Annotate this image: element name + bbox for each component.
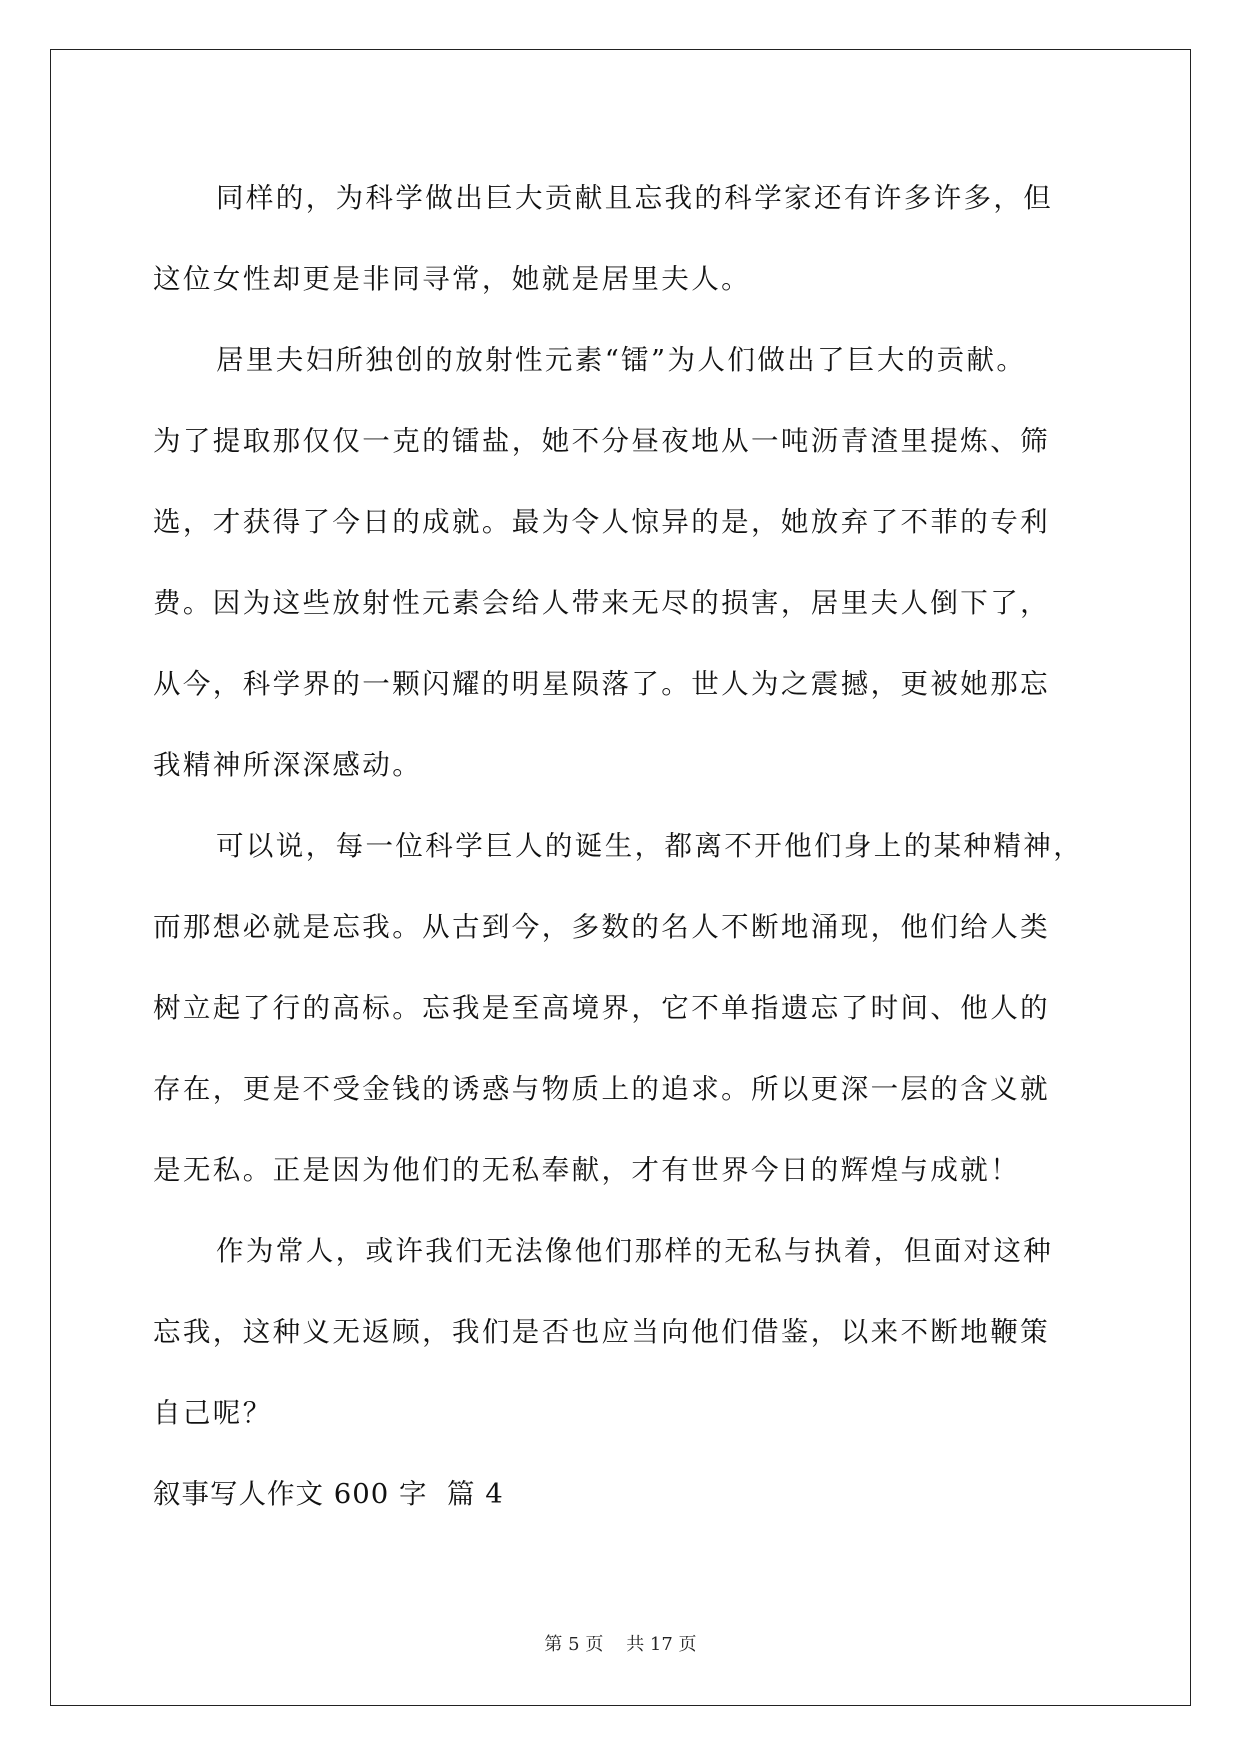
paragraph-line: 我精神所深深感动。 — [153, 749, 423, 781]
paragraph-line: 居里夫妇所独创的放射性元素“镭”为人们做出了巨大的贡献。 — [216, 344, 1027, 376]
paragraph-line: 可以说，每一位科学巨人的诞生，都离不开他们身上的某种精神， — [216, 830, 1084, 862]
paragraph-line: 从今，科学界的一颗闪耀的明星陨落了。世人为之震撼，更被她那忘 — [153, 668, 1050, 700]
paragraph-4 — [153, 1211, 1093, 1454]
paragraph-1 — [153, 158, 1093, 320]
paragraph-line: 而那想必就是忘我。从古到今，多数的名人不断地涌现，他们给人类 — [153, 911, 1050, 943]
page-number-footer: 第 5 页 共 17 页 — [544, 1634, 697, 1655]
paragraph-line: 树立起了行的高标。忘我是至高境界，它不单指遗忘了时间、他人的 — [153, 992, 1050, 1024]
paragraph-2 — [153, 320, 1093, 806]
section-heading: 叙事写人作文 600 字 篇 4 — [153, 1478, 504, 1510]
paragraph-line: 为了提取那仅仅一克的镭盐，她不分昼夜地从一吨沥青渣里提炼、筛 — [153, 425, 1050, 457]
paragraph-3 — [153, 806, 1093, 1211]
paragraph-line: 忘我，这种义无返顾，我们是否也应当向他们借鉴，以来不断地鞭策 — [153, 1316, 1050, 1348]
paragraph-line: 同样的，为科学做出巨大贡献且忘我的科学家还有许多许多，但 — [216, 182, 1054, 214]
paragraph-line: 是无私。正是因为他们的无私奉献，才有世界今日的辉煌与成就！ — [153, 1154, 1021, 1186]
paragraph-line: 选，才获得了今日的成就。最为令人惊异的是，她放弃了不菲的专利 — [153, 506, 1050, 538]
document-body — [153, 158, 1093, 1535]
paragraph-line: 这位女性却更是非同寻常，她就是居里夫人。 — [153, 263, 751, 295]
paragraph-line: 存在，更是不受金钱的诱惑与物质上的追求。所以更深一层的含义就 — [153, 1073, 1050, 1105]
paragraph-line: 自己呢？ — [153, 1397, 273, 1429]
paragraph-line: 作为常人，或许我们无法像他们那样的无私与执着，但面对这种 — [216, 1235, 1054, 1267]
paragraph-line: 费。因为这些放射性元素会给人带来无尽的损害，居里夫人倒下了， — [153, 587, 1050, 619]
